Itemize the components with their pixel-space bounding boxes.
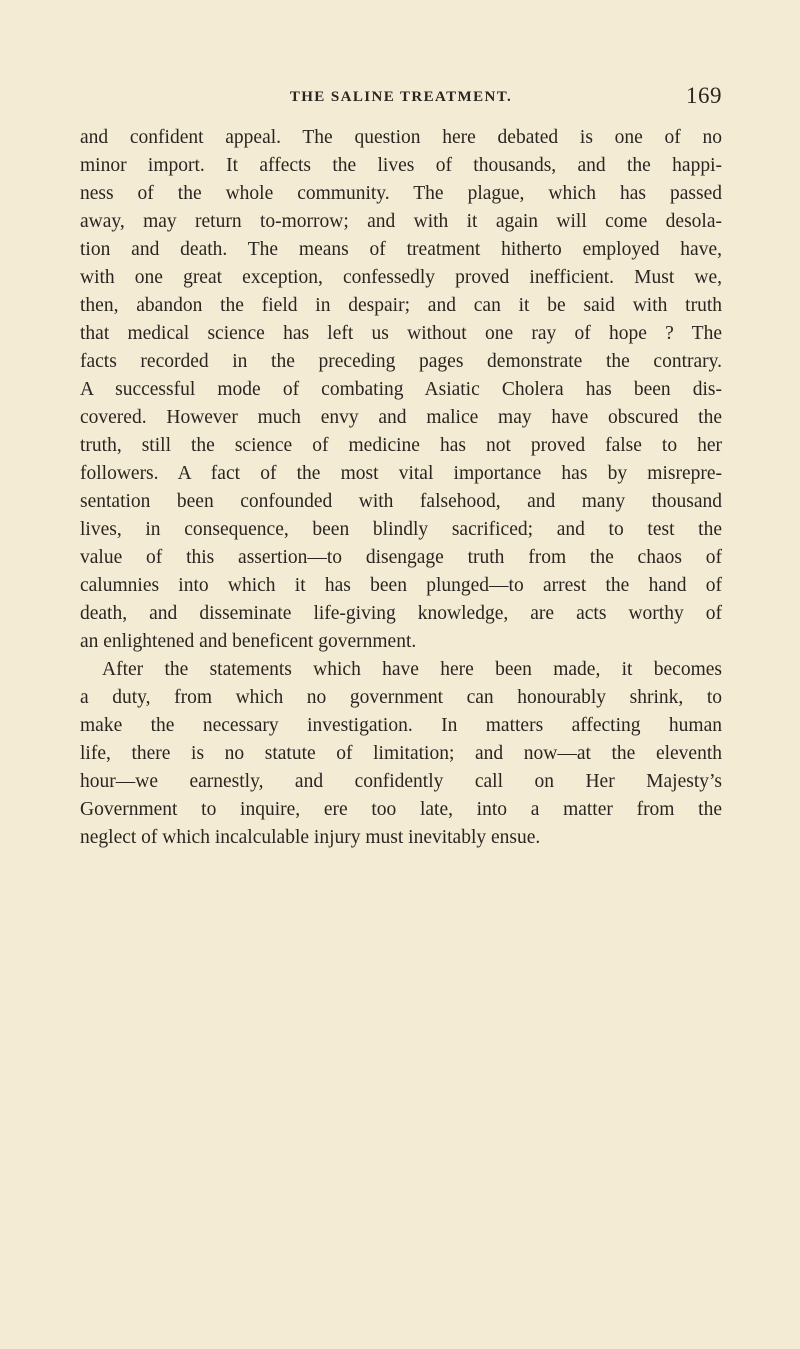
text-line: then, abandon the field in despair; and can it be said with truth xyxy=(80,295,722,316)
text-line: sentation been confounded with falsehood, and many thousand xyxy=(80,491,722,512)
text-line: A successful mode of combating Asiatic Cholera has been dis- xyxy=(80,379,722,400)
text-line: lives, in consequence, been blindly sacrificed; and to test the xyxy=(80,519,722,540)
text-line: with one great exception, confessedly proved inefficient. Must we, xyxy=(80,267,722,288)
text-line: life, there is no statute of limitation; and now—at the eleventh xyxy=(80,743,722,764)
text-line: that medical science has left us without one ray of hope ? The xyxy=(80,323,722,344)
running-title: THE SALINE TREATMENT. xyxy=(289,89,513,105)
text-line: calumnies into which it has been plunged—to arrest the hand of xyxy=(80,575,722,596)
text-line: minor import. It affects the lives of thousands, and the happi- xyxy=(80,155,722,176)
text-line: hour—we earnestly, and confidently call on Her Majesty’s xyxy=(80,771,722,792)
text-line: an enlightened and beneficent government. xyxy=(80,631,417,652)
text-line: tion and death. The means of treatment hitherto employed have, xyxy=(80,239,722,260)
text-line: make the necessary investigation. In matters affecting human xyxy=(80,715,722,736)
text-line: Government to inquire, ere too late, into a matter from the xyxy=(80,799,722,820)
text-line: After the statements which have here been made, it becomes xyxy=(102,659,722,680)
text-line: value of this assertion—to disengage truth from the chaos of xyxy=(80,547,722,568)
text-line: death, and disseminate life-giving knowledge, are acts worthy of xyxy=(80,603,722,624)
page-number: 169 xyxy=(686,83,722,108)
text-line: and confident appeal. The question here debated is one of no xyxy=(80,127,722,148)
text-line: a duty, from which no government can honourably shrink, to xyxy=(80,687,722,708)
body-text xyxy=(80,124,722,852)
text-line: ness of the whole community. The plague, which has passed xyxy=(80,183,722,204)
text-line: truth, still the science of medicine has not proved false to her xyxy=(80,435,722,456)
text-line: facts recorded in the preceding pages demonstrate the contrary. xyxy=(80,351,722,372)
text-line: neglect of which incalculable injury must inevitably ensue. xyxy=(80,827,541,848)
text-line: followers. A fact of the most vital importance has by misrepre- xyxy=(80,463,722,484)
paragraph-2 xyxy=(80,656,722,852)
paragraph-1 xyxy=(80,124,722,656)
text-line: away, may return to-morrow; and with it again will come desola- xyxy=(80,211,722,232)
text-line: covered. However much envy and malice may have obscured the xyxy=(80,407,722,428)
running-head xyxy=(80,85,722,115)
